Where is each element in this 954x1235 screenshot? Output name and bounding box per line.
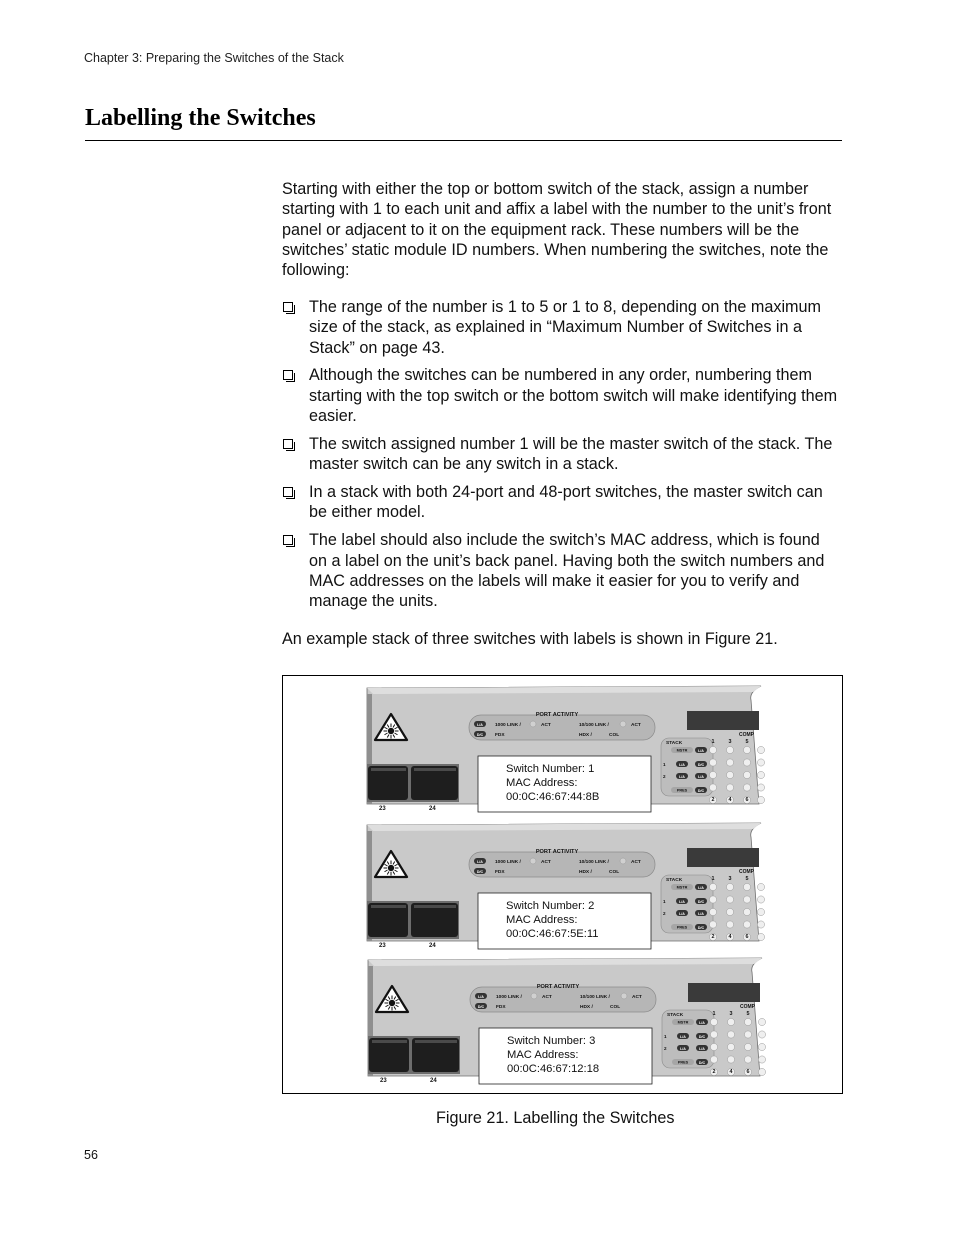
stack-label: STACK — [667, 1013, 684, 1018]
status-led — [727, 1043, 734, 1050]
pres-label: PRES — [676, 788, 688, 793]
example-sentence: An example stack of three switches with labels is shown in Figure 21. — [282, 630, 778, 648]
bullet-item — [282, 482, 842, 523]
running-header: Chapter 3: Preparing the Switches of the Stack — [84, 51, 344, 65]
led-badge-label: D/C — [698, 1034, 706, 1039]
status-led — [757, 908, 764, 915]
led-badge-label: L/A — [679, 899, 685, 904]
port-24-shine — [414, 905, 456, 908]
comp-label: COMP — [739, 732, 754, 738]
act-label: ACT — [541, 860, 551, 865]
port-24 — [411, 766, 458, 800]
laser-burst-center — [389, 1000, 395, 1006]
status-led — [757, 883, 764, 890]
led-badge — [695, 761, 707, 767]
pres-label: PRES — [677, 1060, 689, 1065]
laser-burst-center — [388, 865, 394, 871]
status-led — [726, 883, 733, 890]
hdx-label: HDX / — [579, 870, 592, 875]
fdx-label: FDX — [495, 870, 505, 875]
checkbox-bullet-icon — [283, 370, 293, 380]
hdx-label: HDX / — [579, 733, 592, 738]
led-badge-label: L/A — [698, 911, 704, 916]
led-badge — [695, 924, 707, 930]
led-col-2-label: 2 — [711, 797, 715, 803]
port-24-label: 24 — [430, 1078, 437, 1084]
activity-led — [621, 993, 627, 999]
led-col-1-label: 1 — [711, 739, 715, 745]
mac-address-value: 00:0C:46:67:5E:11 — [506, 928, 599, 940]
mac-address-label: MAC Address: — [506, 777, 578, 789]
col-label: COL — [609, 870, 620, 875]
activity-led — [620, 858, 626, 864]
led-col-2-label: 2 — [711, 934, 715, 940]
led-badge-label: L/A — [680, 1046, 686, 1051]
bullet-text: Although the switches can be numbered in any order, numbering them starting with the top switch or the bottom switch will make identifying them easier. — [309, 366, 838, 426]
bullet-item — [282, 434, 842, 475]
status-led — [758, 1031, 765, 1038]
bullet-list — [282, 297, 842, 619]
led-col-4-label: 4 — [729, 1069, 733, 1075]
status-led — [743, 908, 750, 915]
led-badge-label: L/A — [699, 1020, 705, 1025]
mstr-label: MSTR — [677, 1020, 689, 1025]
led-badge — [474, 858, 486, 864]
led-badge-label: D/C — [697, 899, 705, 904]
checkbox-bullet-icon — [283, 302, 293, 312]
led-badge-label: L/A — [698, 774, 704, 779]
comp-label: COMP — [740, 1004, 755, 1010]
led-badge-label: D/C — [697, 925, 705, 930]
led-badge-label: L/A — [698, 885, 704, 890]
led-col-3-label: 3 — [728, 876, 732, 882]
stack-label: STACK — [666, 741, 683, 746]
comp-label: COMP — [739, 869, 754, 875]
led-badge — [677, 1045, 689, 1051]
led-col-2-label: 2 — [712, 1069, 716, 1075]
led-badge — [475, 993, 487, 999]
intro-paragraph: Starting with either the top or bottom switch of the stack, assign a number starting with 1 to each unit and affix a label with the number to the unit’s front panel or adjacent to it on the equipment rack. These numbers will be the switches’ static module ID numbers. When numbering the switches, note the following: — [282, 180, 832, 280]
status-led — [744, 1018, 751, 1025]
led-badge — [474, 721, 486, 727]
status-led — [709, 759, 716, 766]
status-led — [710, 1056, 717, 1063]
stack-port-1-label: 1 — [663, 762, 666, 767]
status-led — [758, 1068, 765, 1075]
led-badge — [696, 1033, 708, 1039]
bullet-text: The switch assigned number 1 will be the master switch of the stack. The master switch can be any switch in a stack. — [309, 434, 833, 474]
status-led — [758, 1056, 765, 1063]
figure-caption: Figure 21. Labelling the Switches — [436, 1109, 675, 1127]
status-led — [726, 746, 733, 753]
page-number: 56 — [84, 1148, 98, 1162]
led-badge — [474, 731, 486, 737]
led-badge — [676, 898, 688, 904]
status-led — [743, 784, 750, 791]
col-label: COL — [610, 1005, 621, 1010]
led-badge-label: L/A — [699, 1046, 705, 1051]
led-col-5-label: 5 — [745, 876, 749, 882]
led-col-6-label: 6 — [746, 1069, 750, 1075]
led-badge — [696, 1045, 708, 1051]
led-badge — [695, 787, 707, 793]
status-led — [743, 883, 750, 890]
port-24-label: 24 — [429, 943, 436, 949]
status-led — [709, 746, 716, 753]
pres-label: PRES — [676, 925, 688, 930]
fdx-label: FDX — [495, 733, 505, 738]
stack-port-2-label: 2 — [663, 911, 666, 916]
status-led — [744, 1043, 751, 1050]
display-window — [687, 848, 759, 867]
led-badge — [695, 884, 707, 890]
led-col-3-label: 3 — [729, 1011, 733, 1017]
switch-unit-2 — [367, 823, 765, 949]
status-led — [727, 1018, 734, 1025]
link-10100-label: 10/100 LINK / — [579, 860, 609, 865]
led-badge — [695, 898, 707, 904]
port-24 — [412, 1038, 459, 1072]
led-badge-label: D/C — [698, 1060, 706, 1065]
link-10100-label: 10/100 LINK / — [580, 995, 610, 1000]
status-led — [757, 759, 764, 766]
status-led — [757, 933, 764, 940]
laser-burst-center — [388, 728, 394, 734]
status-led — [757, 784, 764, 791]
link-1000-label: 1000 LINK / — [495, 860, 521, 865]
link-1000-label: 1000 LINK / — [495, 723, 521, 728]
status-led — [743, 771, 750, 778]
port-24-shine — [415, 1040, 457, 1043]
led-badge-label: D/C — [697, 762, 705, 767]
status-led — [709, 908, 716, 915]
led-badge-label: D/C — [477, 1004, 485, 1009]
led-badge-label: L/A — [698, 748, 704, 753]
led-col-6-label: 6 — [745, 934, 749, 940]
led-badge-label: D/C — [476, 732, 484, 737]
port-activity-label: PORT ACTIVITY — [535, 712, 579, 718]
figure-21 — [282, 675, 843, 1094]
switch-number-text: Switch Number: 1 — [506, 763, 595, 775]
act-label: ACT — [542, 995, 552, 1000]
page-title: Labelling the Switches — [85, 105, 316, 131]
status-led — [709, 883, 716, 890]
status-led — [744, 1056, 751, 1063]
led-badge-label: L/A — [679, 774, 685, 779]
mac-address-label: MAC Address: — [507, 1049, 579, 1061]
led-badge-label: L/A — [679, 762, 685, 767]
port-23-label: 23 — [380, 1078, 387, 1084]
status-led — [726, 759, 733, 766]
status-led — [727, 1056, 734, 1063]
led-col-4-label: 4 — [728, 797, 732, 803]
status-led — [709, 896, 716, 903]
switch-number-text: Switch Number: 2 — [506, 900, 595, 912]
display-window — [687, 711, 759, 730]
led-badge — [695, 747, 707, 753]
port-23-shine — [371, 768, 406, 771]
led-badge-label: L/A — [477, 859, 483, 864]
led-col-5-label: 5 — [745, 739, 749, 745]
display-window — [688, 983, 760, 1002]
activity-led — [530, 721, 536, 727]
mac-address-label: MAC Address: — [506, 914, 578, 926]
bullet-item — [282, 365, 842, 426]
mac-address-value: 00:0C:46:67:12:18 — [507, 1063, 600, 1075]
checkbox-bullet-icon — [283, 439, 293, 449]
status-led — [726, 896, 733, 903]
led-col-5-label: 5 — [746, 1011, 750, 1017]
led-badge — [696, 1019, 708, 1025]
status-led — [757, 796, 764, 803]
switch-number-text: Switch Number: 3 — [507, 1035, 596, 1047]
status-led — [710, 1043, 717, 1050]
status-led — [709, 921, 716, 928]
bullet-text: The range of the number is 1 to 5 or 1 to 8, depending on the maximum size of the stack, as explained in “Maximum Number of Switches in a Stack” on page 43. — [309, 298, 822, 357]
led-badge-label: D/C — [476, 869, 484, 874]
activity-led — [530, 858, 536, 864]
col-label: COL — [609, 733, 620, 738]
switch-unit-1 — [367, 686, 765, 812]
act-label: ACT — [541, 723, 551, 728]
led-badge — [676, 773, 688, 779]
port-23 — [369, 1038, 409, 1072]
title-rule — [85, 140, 842, 141]
status-led — [743, 746, 750, 753]
port-23-label: 23 — [379, 806, 386, 812]
status-led — [743, 921, 750, 928]
mac-address-value: 00:0C:46:67:44:8B — [506, 791, 600, 803]
led-badge — [695, 773, 707, 779]
stack-label: STACK — [666, 878, 683, 883]
fdx-label: FDX — [496, 1005, 506, 1010]
status-led — [710, 1018, 717, 1025]
link-1000-label: 1000 LINK / — [496, 995, 522, 1000]
status-led — [726, 771, 733, 778]
led-col-1-label: 1 — [711, 876, 715, 882]
led-badge-label: L/A — [680, 1034, 686, 1039]
led-badge — [474, 868, 486, 874]
status-led — [757, 921, 764, 928]
led-col-6-label: 6 — [745, 797, 749, 803]
switch-stack-illustration — [283, 676, 842, 1093]
port-23 — [368, 766, 408, 800]
port-24-shine — [414, 768, 456, 771]
port-23-label: 23 — [379, 943, 386, 949]
act-label: ACT — [631, 860, 641, 865]
status-led — [709, 771, 716, 778]
status-led — [757, 746, 764, 753]
bullet-item — [282, 297, 842, 358]
status-led — [743, 759, 750, 766]
status-led — [727, 1031, 734, 1038]
led-badge — [676, 910, 688, 916]
link-10100-label: 10/100 LINK / — [579, 723, 609, 728]
status-led — [743, 896, 750, 903]
status-led — [726, 921, 733, 928]
led-badge-label: L/A — [477, 722, 483, 727]
status-led — [757, 896, 764, 903]
checkbox-bullet-icon — [283, 535, 293, 545]
activity-led — [620, 721, 626, 727]
status-led — [758, 1018, 765, 1025]
status-led — [726, 784, 733, 791]
stack-port-1-label: 1 — [664, 1034, 667, 1039]
led-col-3-label: 3 — [728, 739, 732, 745]
led-col-4-label: 4 — [728, 934, 732, 940]
led-badge — [696, 1059, 708, 1065]
status-led — [709, 784, 716, 791]
status-led — [757, 771, 764, 778]
led-badge — [475, 1003, 487, 1009]
bullet-text: The label should also include the switch’s MAC address, which is found on a label on the unit’s back panel. Having both the switch numbers and MAC addresses on the labels will make it easier for you to verify and manage the units. — [309, 531, 825, 611]
stack-port-2-label: 2 — [663, 774, 666, 779]
port-23-shine — [372, 1040, 407, 1043]
stack-port-1-label: 1 — [663, 899, 666, 904]
status-led — [726, 908, 733, 915]
bullet-item — [282, 530, 842, 611]
checkbox-bullet-icon — [283, 487, 293, 497]
led-badge-label: D/C — [697, 788, 705, 793]
port-23-shine — [371, 905, 406, 908]
led-badge-label: L/A — [679, 911, 685, 916]
status-led — [710, 1031, 717, 1038]
status-led — [758, 1043, 765, 1050]
led-col-1-label: 1 — [712, 1011, 716, 1017]
mstr-label: MSTR — [676, 748, 688, 753]
activity-led — [531, 993, 537, 999]
led-badge-label: L/A — [478, 994, 484, 999]
port-24 — [411, 903, 458, 937]
port-activity-label: PORT ACTIVITY — [535, 849, 579, 855]
stack-port-2-label: 2 — [664, 1046, 667, 1051]
act-label: ACT — [631, 723, 641, 728]
switch-unit-3 — [368, 958, 766, 1084]
hdx-label: HDX / — [580, 1005, 593, 1010]
led-badge — [676, 761, 688, 767]
led-badge — [677, 1033, 689, 1039]
bullet-text: In a stack with both 24-port and 48-port switches, the master switch can be either model. — [309, 483, 823, 522]
mstr-label: MSTR — [676, 885, 688, 890]
port-24-label: 24 — [429, 806, 436, 812]
led-badge — [695, 910, 707, 916]
act-label: ACT — [632, 995, 642, 1000]
status-led — [744, 1031, 751, 1038]
port-23 — [368, 903, 408, 937]
port-activity-label: PORT ACTIVITY — [536, 984, 580, 990]
